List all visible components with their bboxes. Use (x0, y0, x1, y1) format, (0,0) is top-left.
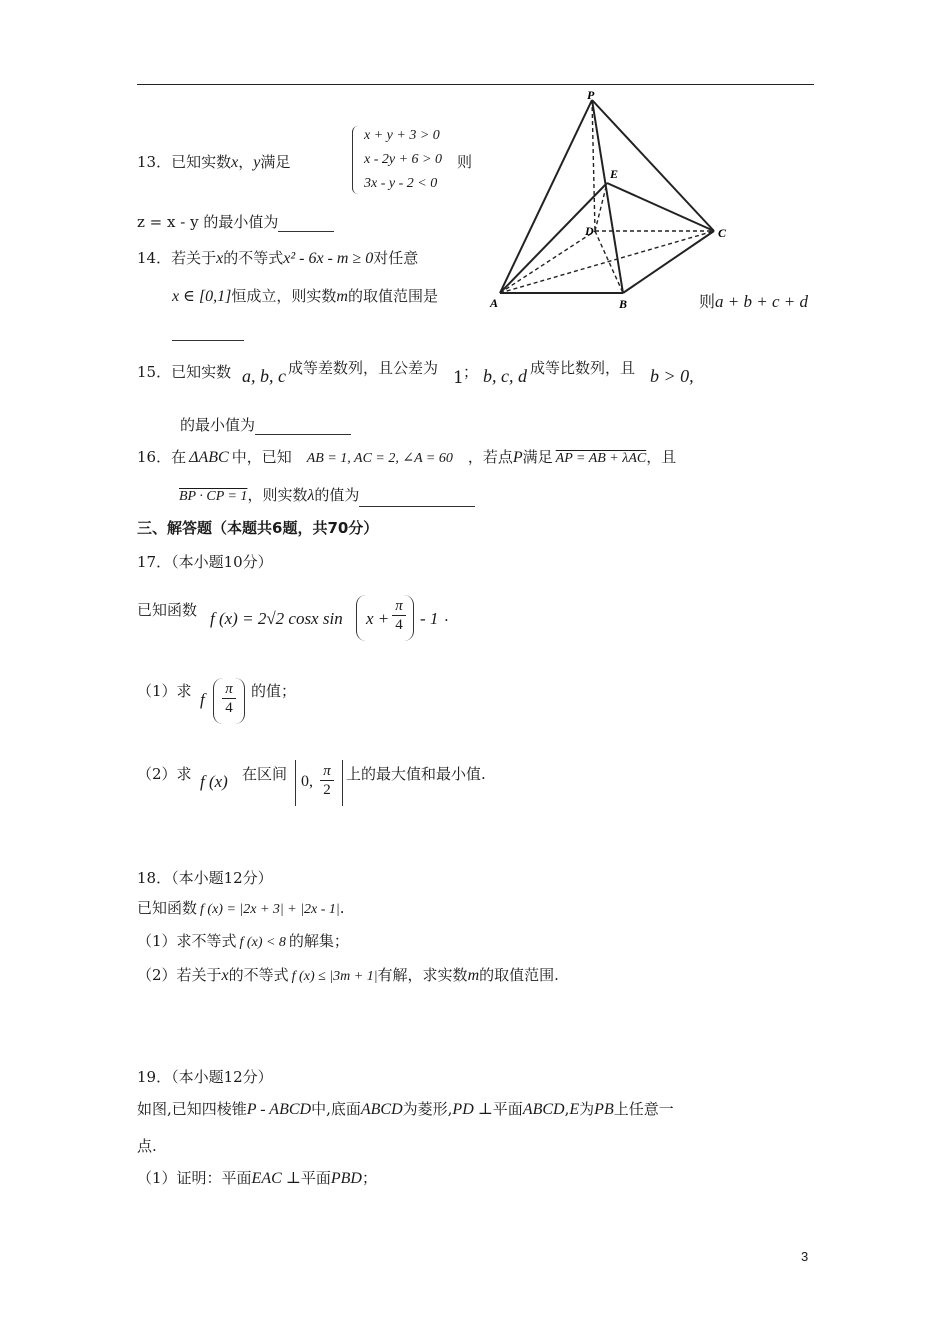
q15-bpos: b > 0, (650, 366, 694, 386)
q14-line1: 14．若关于x的不等式x² - 6x - m ≥ 0对任意 (137, 249, 419, 267)
edge-pa (500, 100, 592, 293)
q17-func-inner: x + (366, 609, 390, 628)
edge-bc (623, 231, 714, 293)
pyramid-figure (486, 88, 746, 312)
q19-line1: 如图,已知四棱锥P - ABCD中,底面ABCD为菱形,PD ⊥平面ABCD,E为PB上任意一 (137, 1100, 674, 1118)
q17-part2-c: 上的最大值和最小值. (346, 765, 486, 783)
answer-blank (278, 231, 334, 232)
label-p: P (587, 88, 595, 102)
q18-header: 18．（本小题12分） (137, 869, 273, 887)
q17-func-a: f (x) = 2√2 cosx sin (210, 609, 343, 628)
q17-part1: （1）求 (137, 682, 192, 700)
q17-part2: （2）求 (137, 765, 192, 783)
q17-part1-f: f (200, 690, 205, 709)
header-rule (137, 84, 814, 85)
q14-answer-blank (172, 322, 244, 341)
inequality-1: x + y + 3 > 0 (364, 128, 440, 143)
inequality-3: 3x - y - 2 < 0 (364, 176, 438, 191)
q15-bcd: b, c, d (483, 366, 527, 386)
label-d: D (585, 224, 594, 238)
q15-text-c: 成等比数列，且 (530, 359, 636, 377)
q15-line1: 15．已知实数 (137, 363, 232, 381)
q17-func-b: - 1 (420, 609, 439, 628)
q16-line1: 16．在 ΔABC 中，已知 AB = 1, AC = 2, ∠A = 60 ，若点P满足 AP = AB + λAC，且 (137, 448, 677, 466)
q15-text-b: 成等差数列，且公差为 (288, 359, 439, 377)
label-b: B (619, 297, 628, 311)
section-title: 三、解答题（本题共6题，共70分） (137, 519, 379, 537)
q18-part2: （2）若关于x的不等式 f (x) ≤ |3m + 1|有解，求实数m的取值范围. (137, 966, 559, 984)
edge-ec (607, 183, 714, 231)
q17-frac: $\frac{\pi}{4}$ (392, 597, 406, 634)
q14-line2: x ∈ [0,1]恒成立，则实数m的取值范围是 (172, 287, 438, 305)
q19-part1: （1）证明：平面EAC ⊥平面PBD； (137, 1169, 377, 1187)
figure-right-text: 则a + b + c + d (699, 292, 808, 311)
q13-then: 则 (457, 153, 473, 171)
inequality-2: x - 2y + 6 > 0 (364, 152, 442, 167)
label-a: A (490, 296, 499, 310)
q17-part2-b: 在区间 (242, 765, 288, 783)
label-c: C (718, 226, 727, 240)
q18-intro: 已知函数 f (x) = |2x + 3| + |2x - 1|. (137, 899, 345, 917)
answer-blank (255, 434, 351, 435)
q17-part2-f: f (x) (200, 772, 228, 791)
q15-semi: ； (463, 363, 479, 381)
diagonal-ac (500, 231, 714, 293)
q17-part2-frac: $\frac{\pi}{2}$ (320, 762, 334, 799)
page-number: 3 (801, 1249, 809, 1264)
q17-dot: . (444, 607, 449, 625)
answer-blank (359, 506, 475, 507)
q17-header: 17．（本小题10分） (137, 553, 273, 571)
label-e: E (610, 167, 619, 181)
q13-line2: z = x - y 的最小值为 (137, 212, 334, 232)
q19-header: 19．（本小题12分） (137, 1068, 273, 1086)
q16-line2: BP · CP = 1，则实数λ的值为 (179, 485, 475, 507)
q15-line2: 的最小值为 (180, 415, 351, 435)
q15-one: 1 (453, 368, 464, 388)
q17-intro: 已知函数 (137, 601, 198, 619)
q15-abc: a, b, c (242, 366, 286, 386)
q17-interval-zero: 0, (301, 773, 313, 790)
q17-part1-b: 的值； (251, 682, 297, 700)
edge-ae (500, 183, 607, 293)
q13-line1: 13．已知实数x，y满足 (137, 153, 291, 171)
q19-line2: 点. (137, 1137, 157, 1155)
q17-part1-frac: $\frac{\pi}{4}$ (222, 680, 236, 717)
q18-part1: （1）求不等式 f (x) < 8 的解集； (137, 932, 349, 950)
brace (352, 126, 363, 194)
